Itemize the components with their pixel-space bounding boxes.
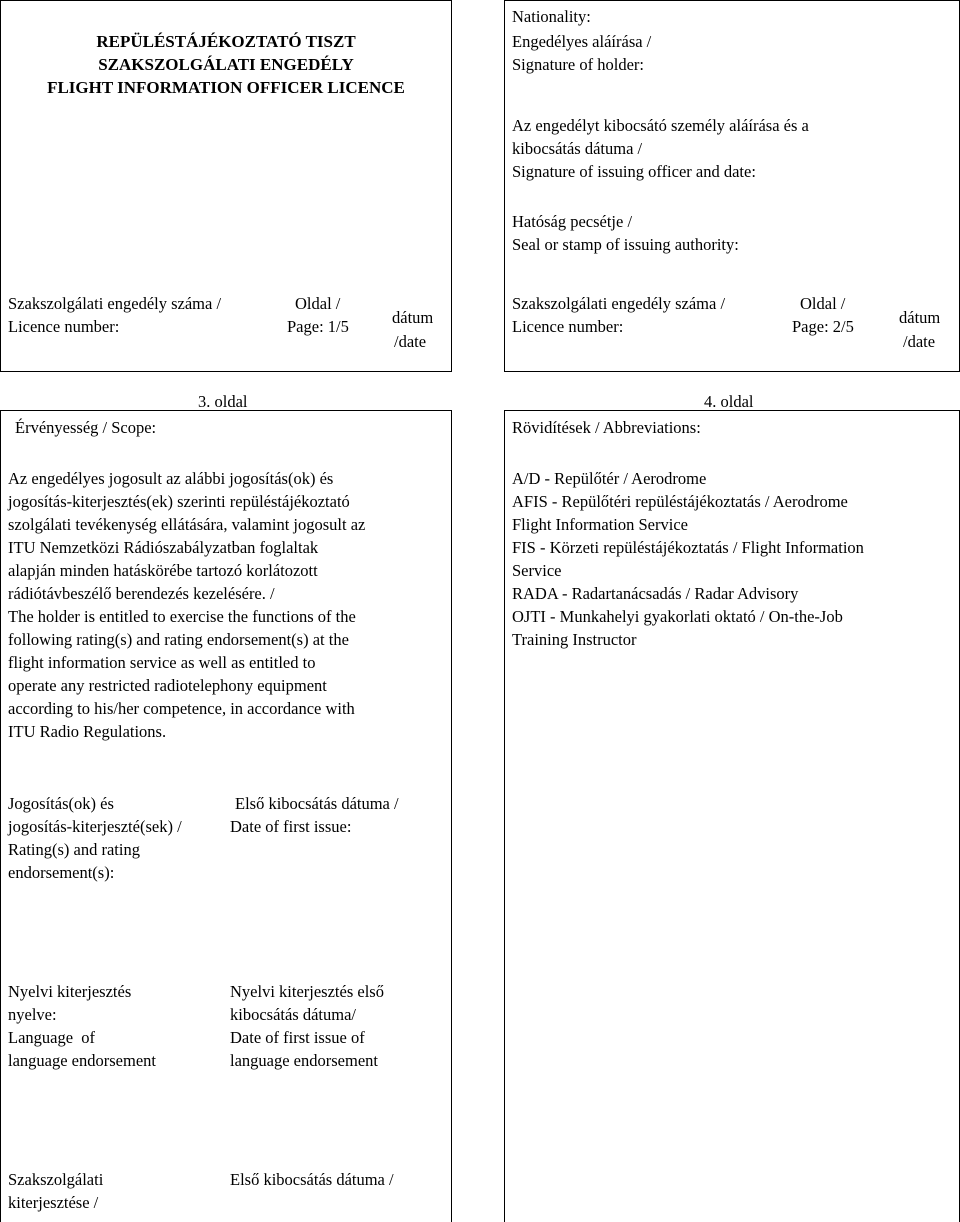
page4-abbreviation-line: A/D - Repülőtér / Aerodrome (512, 469, 707, 488)
page3-body-line: following rating(s) and rating endorsement(s) at the (8, 630, 349, 649)
page3-language-line: Language of (8, 1028, 96, 1047)
page3-body-line: jogosítás-kiterjesztés(ek) szerinti repüléstájékoztató (8, 492, 350, 511)
page3-first-issue-line: Első kibocsátás dátuma / (235, 794, 399, 813)
page1-licence-hu: Szakszolgálati engedély száma / (8, 294, 222, 313)
page3-body-line: operate any restricted radiotelephony equipment (8, 676, 327, 695)
page3-rating-line: Rating(s) and rating (8, 840, 140, 859)
page3-language-line: Nyelvi kiterjesztés (8, 982, 132, 1001)
page3-language-first-issue-line: Nyelvi kiterjesztés első (230, 982, 384, 1001)
page1-title-line2: SZAKSZOLGÁLATI ENGEDÉLY (98, 55, 354, 74)
page4-abbreviation-line: Flight Information Service (512, 515, 688, 534)
page1-page-number: Page: 1/5 (287, 317, 349, 336)
page4-abbreviation-line: AFIS - Repülőtéri repüléstájékoztatás / Aerodrome (512, 492, 848, 511)
page3-special-first-issue-line: Első kibocsátás dátuma / (230, 1170, 394, 1189)
page1-datum: dátum (392, 308, 434, 327)
page3-special-label (8, 1168, 103, 1214)
page4-abbreviation-line: Training Instructor (512, 630, 637, 649)
page3-rating-line: jogosítás-kiterjeszté(sek) / (8, 817, 182, 836)
page3-language-first-issue-line: Date of first issue of (230, 1028, 365, 1047)
page2-seal-en: Seal or stamp of issuing authority: (512, 235, 739, 254)
page1-date: /date (394, 332, 427, 351)
page3-scope: Érvényesség / Scope: (15, 418, 157, 437)
page3-body-line: The holder is entitled to exercise the functions of the (8, 607, 356, 626)
page3-special-line: Szakszolgálati (8, 1170, 104, 1189)
page2-issuer-line3: Signature of issuing officer and date: (512, 162, 756, 181)
page2-holder-signature-en: Signature of holder: (512, 55, 644, 74)
page1-title-line1: REPÜLÉSTÁJÉKOZTATÓ TISZT (96, 32, 356, 51)
page4-abbreviation-line: FIS - Körzeti repüléstájékoztatás / Flight Information (512, 538, 864, 557)
page4-abbreviation-line: RADA - Radartanácsadás / Radar Advisory (512, 584, 799, 603)
page3-language-label (8, 980, 156, 1072)
page4-abbreviation-line: OJTI - Munkahelyi gyakorlati oktató / On-the-Job (512, 607, 843, 626)
page1-oldal: Oldal / (295, 294, 341, 313)
page3-body (8, 467, 365, 743)
page2-nationality: Nationality: (512, 7, 591, 26)
page2-seal-hu: Hatóság pecsétje / (512, 212, 633, 231)
page3-language-first-issue-line: kibocsátás dátuma/ (230, 1005, 357, 1024)
page3-body-line: szolgálati tevékenység ellátására, valamint jogosult az (8, 515, 366, 534)
page3-label: 3. oldal (198, 392, 248, 411)
page2-licence-hu: Szakszolgálati engedély száma / (512, 294, 726, 313)
page1-title-line3: FLIGHT INFORMATION OFFICER LICENCE (47, 78, 405, 97)
page3-body-line: according to his/her competence, in accordance with (8, 699, 355, 718)
page3-language-line: nyelve: (8, 1005, 57, 1024)
page3-body-line: Az engedélyes jogosult az alábbi jogosítás(ok) és (8, 469, 334, 488)
page2-date: /date (903, 332, 936, 351)
page2-page-number: Page: 2/5 (792, 317, 854, 336)
page2-issuer-line2: kibocsátás dátuma / (512, 139, 643, 158)
page3-language-first-issue-label (230, 980, 384, 1072)
page1-licence-en: Licence number: (8, 317, 120, 336)
page3-rating-label (8, 792, 182, 884)
page3-special-line: kiterjesztése / (8, 1193, 99, 1212)
page4-abbreviation-line: Service (512, 561, 562, 580)
page4-abbreviations-title: Rövidítések / Abbreviations: (512, 418, 701, 437)
page3-body-line: rádiótávbeszélő berendezés kezelésére. / (8, 584, 275, 603)
page4-label: 4. oldal (704, 392, 754, 411)
page3-body-line: ITU Nemzetközi Rádiószabályzatban foglaltak (8, 538, 319, 557)
page2-holder-signature-hu: Engedélyes aláírása / (512, 32, 652, 51)
page3-body-line: flight information service as well as entitled to (8, 653, 316, 672)
page3-rating-line: endorsement(s): (8, 863, 115, 882)
page2-issuer-line1: Az engedélyt kibocsátó személy aláírása és a (512, 116, 809, 135)
page3-first-issue-label (230, 792, 399, 838)
page3-body-line: ITU Radio Regulations. (8, 722, 167, 741)
page3-special-first-issue-label (230, 1168, 394, 1191)
page2-oldal: Oldal / (800, 294, 846, 313)
page3-first-issue-line: Date of first issue: (230, 817, 352, 836)
page3-language-line: language endorsement (8, 1051, 156, 1070)
page3-body-line: alapján minden hatáskörébe tartozó korlátozott (8, 561, 318, 580)
page2-licence-en: Licence number: (512, 317, 624, 336)
page3-rating-line: Jogosítás(ok) és (8, 794, 114, 813)
page4-abbreviations-list (512, 467, 864, 651)
page2-datum: dátum (899, 308, 941, 327)
page3-language-first-issue-line: language endorsement (230, 1051, 378, 1070)
